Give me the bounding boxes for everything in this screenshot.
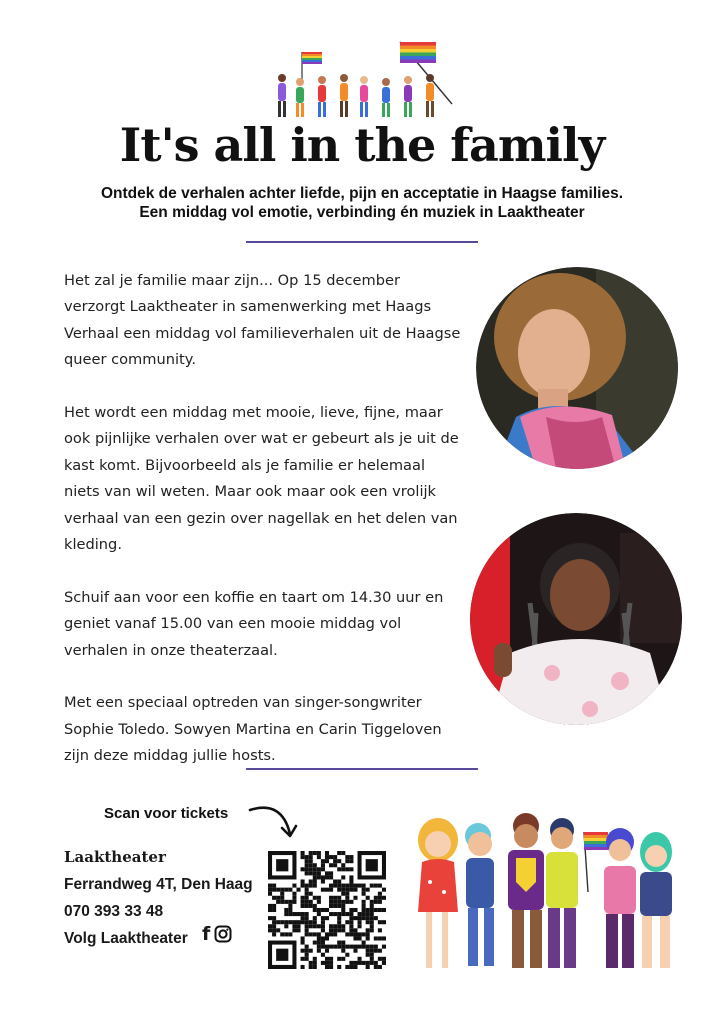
paragraph: Met een speciaal optreden van singer-songwriter Sophie Toledo. Sowyen Martina en Carin Tiggeloven zijn deze middag jullie hosts. <box>64 694 442 765</box>
subtitle-line-2: Een middag vol emotie, verbinding én muziek in Laaktheater <box>139 204 585 221</box>
host-photo-2 <box>470 513 682 725</box>
pride-march-illustration <box>270 38 460 124</box>
qr-code[interactable] <box>268 851 386 969</box>
venue-address: Ferrandweg 4T, Den Haag <box>64 876 253 893</box>
family-illustration <box>408 812 684 978</box>
host-photo-1 <box>476 267 678 469</box>
paragraph: Het zal je familie maar zijn... Op 15 december verzorgt Laaktheater in samenwerking met Haags Verhaal een middag vol familieverhalen uit de Haagse queer community. <box>64 272 461 369</box>
divider <box>246 768 478 770</box>
subtitle-line-1: Ontdek de verhalen achter liefde, pijn en acceptatie in Haagse families. <box>100 185 624 202</box>
follow-label: Volg Laaktheater <box>64 930 188 947</box>
body-text <box>64 268 464 796</box>
venue-name: Laaktheater <box>64 848 166 866</box>
venue-phone[interactable]: 070 393 33 48 <box>64 903 164 920</box>
subtitle <box>40 184 684 222</box>
arrow-icon <box>246 800 300 842</box>
social-links <box>202 924 232 944</box>
page-title: It's all in the family <box>119 118 605 172</box>
facebook-icon[interactable]: f <box>202 923 211 945</box>
paragraph: Schuif aan voor een koffie en taart om 14.30 uur en geniet vanaf 15.00 van een mooie middag vol verhalen in onze theaterzaal. <box>64 588 444 659</box>
paragraph: Het wordt een middag met mooie, lieve, fijne, maar ook pijnlijke verhalen over wat er gebeurt als je uit de kast komt. Bijvoorbeeld als je familie er helemaal niets van wil weten. Maar ook maar ook een vrolijk verhaal van een gezin over nagellak en het delen van kleding. <box>64 404 459 554</box>
instagram-icon[interactable] <box>214 925 232 943</box>
divider <box>246 241 478 243</box>
scan-label: Scan voor tickets <box>104 805 229 822</box>
